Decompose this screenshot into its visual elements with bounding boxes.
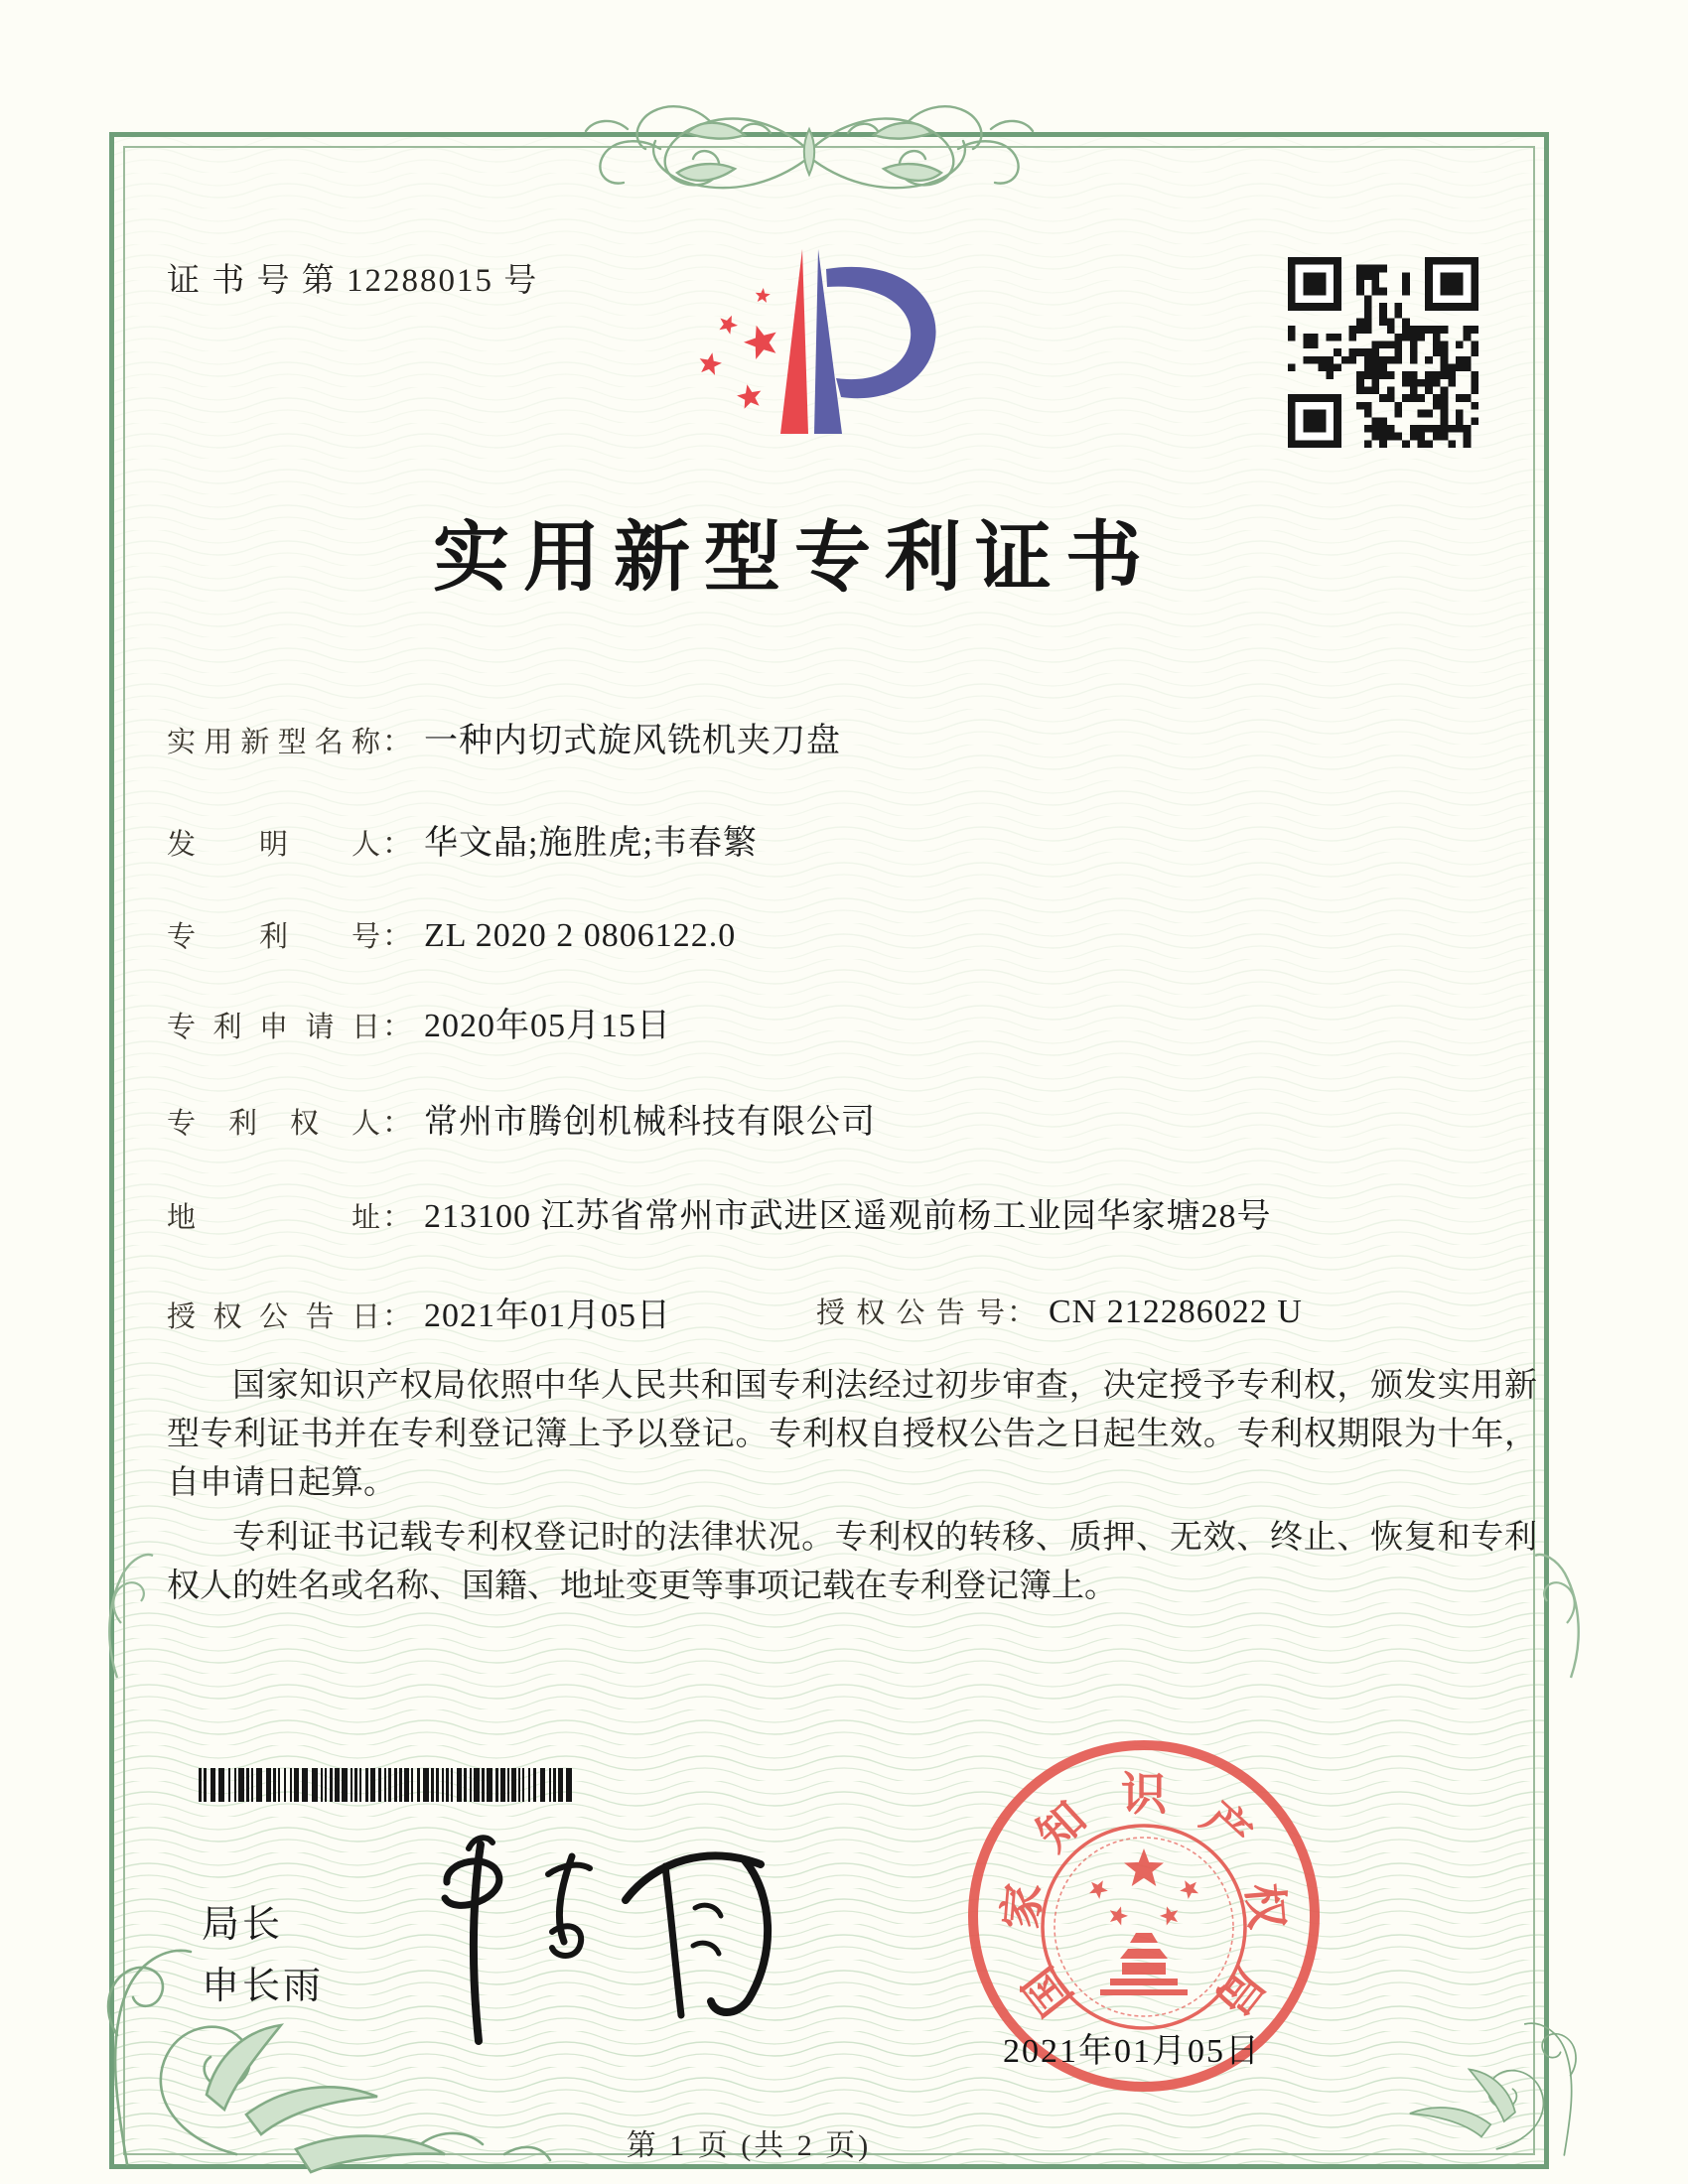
legal-paragraph-2: 专利证书记载专利权登记时的法律状况。专利权的转移、质押、无效、终止、恢复和专利权人的姓名或名称、国籍、地址变更等事项记载在专利登记簿上。 — [167, 1520, 1537, 1604]
field-value: 2021年01月05日 — [424, 1297, 671, 1334]
field-row-grant — [167, 1288, 1303, 1334]
seal-date: 2021年01月05日 — [1003, 2033, 1261, 2070]
field-value: CN 212286022 U — [1049, 1294, 1303, 1330]
field-label: 实用新型名称 — [167, 727, 380, 758]
svg-text:识: 识 — [1121, 1769, 1167, 1820]
field-colon: ： — [382, 1201, 412, 1234]
svg-text:产: 产 — [1192, 1792, 1261, 1861]
field-label: 发明人 — [167, 829, 380, 861]
field-colon: ： — [382, 828, 412, 861]
field-colon: ： — [382, 1107, 412, 1140]
signature-graphic — [395, 1805, 822, 2058]
barcode — [199, 1768, 582, 1802]
document-title: 实用新型专利证书 — [433, 515, 1156, 601]
field-colon: ： — [1007, 1297, 1037, 1329]
field-colon: ： — [382, 726, 412, 758]
signer-role: 局长 — [202, 1904, 284, 1946]
field-label: 专利号 — [167, 921, 380, 953]
logo-stars — [700, 288, 776, 409]
field-label: 授权公告日 — [167, 1301, 380, 1333]
signer-block — [202, 1894, 324, 2017]
field-row-filing-date — [167, 998, 671, 1044]
field-value: 华文晶;施胜虎;韦春繁 — [424, 825, 758, 862]
svg-text:知: 知 — [1027, 1792, 1096, 1861]
svg-text:家: 家 — [995, 1881, 1051, 1932]
field-row-patent-no — [167, 911, 736, 955]
field-value: 2020年05月15日 — [424, 1008, 671, 1044]
field-label: 专利权人 — [167, 1108, 380, 1140]
field-label: 授权公告号 — [816, 1297, 1005, 1329]
legal-paragraph-1: 国家知识产权局依照中华人民共和国专利法经过初步审查，决定授予专利权，颁发实用新型专利证书并在专利登记簿上予以登记。专利权自授权公告之日起生效。专利权期限为十年，自申请日起算。 — [167, 1368, 1537, 1501]
field-colon: ： — [382, 920, 412, 953]
qr-code — [1288, 257, 1478, 448]
field-colon: ： — [382, 1300, 412, 1333]
field-colon: ： — [382, 1011, 412, 1043]
field-value: ZL 2020 2 0806122.0 — [424, 917, 737, 954]
svg-text:国: 国 — [1014, 1957, 1082, 2025]
field-row-name — [167, 713, 841, 759]
certificate-number: 证 书 号 第 12288015 号 — [167, 263, 539, 299]
field-label: 地址 — [167, 1202, 380, 1234]
field-row-address — [167, 1188, 1272, 1235]
field-value: 常州市腾创机械科技有限公司 — [424, 1104, 876, 1141]
signer-name: 申长雨 — [202, 1966, 325, 2007]
page-number: 第 1 页 (共 2 页) — [626, 2129, 872, 2162]
legal-body-text — [167, 1362, 1537, 1611]
seal-national-emblem — [1043, 1826, 1245, 2028]
svg-text:权: 权 — [1237, 1881, 1293, 1932]
field-value: 一种内切式旋风铣机夹刀盘 — [424, 723, 841, 759]
svg-text:局: 局 — [1205, 1957, 1274, 2025]
grant-number-pair — [816, 1288, 1303, 1331]
cnipa-logo-icon — [685, 235, 943, 454]
field-row-inventors — [167, 815, 758, 862]
field-row-patentee — [167, 1094, 876, 1141]
field-label: 专利申请日 — [167, 1012, 380, 1043]
seal-ring-text — [996, 1769, 1293, 2024]
field-value: 213100 江苏省常州市武进区遥观前杨工业园华家塘28号 — [424, 1198, 1272, 1235]
